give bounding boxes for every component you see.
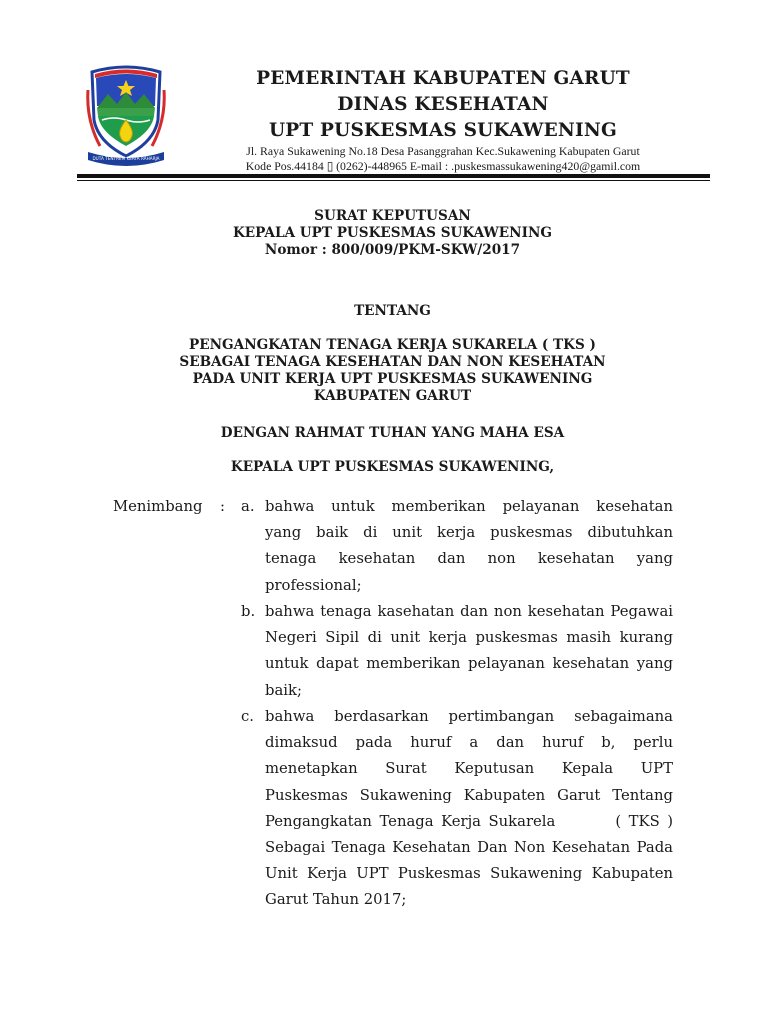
considering-item-letter: b.	[241, 603, 256, 620]
letterhead-address: Jl. Raya Sukawening No.18 Desa Pasanggrahan Kec.Sukawening Kabupaten Garut	[246, 144, 640, 158]
subject-line: PENGANGKATAN TENAGA KERJA SUKARELA ( TKS )	[189, 337, 596, 353]
letterhead	[178, 66, 708, 174]
list-item-line: professional;	[265, 576, 362, 594]
list-item-line: bahwa berdasarkan pertimbangan sebagaimana	[265, 708, 673, 725]
considering-item-a	[265, 494, 673, 599]
invocation: DENGAN RAHMAT TUHAN YANG MAHA ESA	[220, 425, 565, 441]
list-item-line: untuk dapat memberikan pelayanan kesehatan yang	[265, 655, 673, 673]
list-item-line: Puskesmas Sukawening Kabupaten Garut Tentang	[265, 786, 673, 804]
emblem-ribbon-text: DUTA TENTREM KERTA RAHARJA	[92, 156, 160, 161]
subject-line: KABUPATEN GARUT	[313, 388, 472, 404]
subject-block	[90, 337, 695, 405]
list-item-line: bahwa tenaga kasehatan dan non kesehatan Pegawai	[265, 603, 673, 620]
letterhead-contact: Kode Pos.44184 ▯ (0262)-448965 E-mail : .puskesmassukawening420@gamil.com	[245, 159, 641, 173]
list-item-line: tenaga kesehatan dan non kesehatan yang	[265, 550, 673, 568]
subject-line: PADA UNIT KERJA UPT PUSKESMAS SUKAWENING	[192, 371, 593, 387]
list-item-line: Unit Kerja UPT Puskesmas Sukawening Kabupaten	[265, 865, 673, 883]
list-item-line: bahwa untuk memberikan pelayanan kesehatan	[265, 498, 673, 515]
considering-item-b	[265, 599, 673, 704]
decree-number: Nomor : 800/009/PKM-SKW/2017	[264, 242, 521, 258]
considering-item-letter: c.	[241, 708, 254, 725]
head-of-office: KEPALA UPT PUSKESMAS SUKAWENING,	[230, 459, 555, 475]
letterhead-government: PEMERINTAH KABUPATEN GARUT	[256, 68, 630, 89]
list-item-line: Negeri Sipil di unit kerja puskesmas masih kurang	[265, 629, 673, 647]
letterhead-office: UPT PUSKESMAS SUKAWENING	[268, 120, 618, 141]
list-item-line: yang baik di unit kerja puskesmas dibutuhkan	[265, 524, 673, 542]
list-item-line: Pengangkatan Tenaga Kerja Sukarela ( TKS )	[265, 812, 673, 830]
subject-about: TENTANG	[354, 303, 431, 319]
letterhead-department: DINAS KESEHATAN	[337, 94, 549, 115]
considering-colon: :	[220, 498, 225, 515]
considering-label: Menimbang	[113, 498, 203, 515]
list-item-line: baik;	[265, 681, 302, 699]
list-item-line: dimaksud pada huruf a dan huruf b, perlu	[265, 734, 673, 752]
considering-item-letter: a.	[241, 498, 255, 515]
letterhead-rule-thin	[77, 180, 710, 181]
list-item-line: Garut Tahun 2017;	[265, 891, 407, 909]
list-item-line: Sebagai Tenaga Kesehatan Dan Non Kesehatan Pada	[265, 839, 673, 857]
considering-item-c	[265, 704, 673, 914]
list-item-line: menetapkan Surat Keputusan Kepala UPT	[265, 760, 673, 778]
decree-title: SURAT KEPUTUSAN	[314, 208, 471, 224]
garut-regency-emblem-icon	[84, 60, 168, 168]
letterhead-rule-thick	[77, 174, 710, 178]
decree-issuer: KEPALA UPT PUSKESMAS SUKAWENING	[232, 225, 552, 241]
decree-heading	[90, 208, 695, 259]
subject-line: SEBAGAI TENAGA KESEHATAN DAN NON KESEHATAN	[179, 354, 606, 370]
